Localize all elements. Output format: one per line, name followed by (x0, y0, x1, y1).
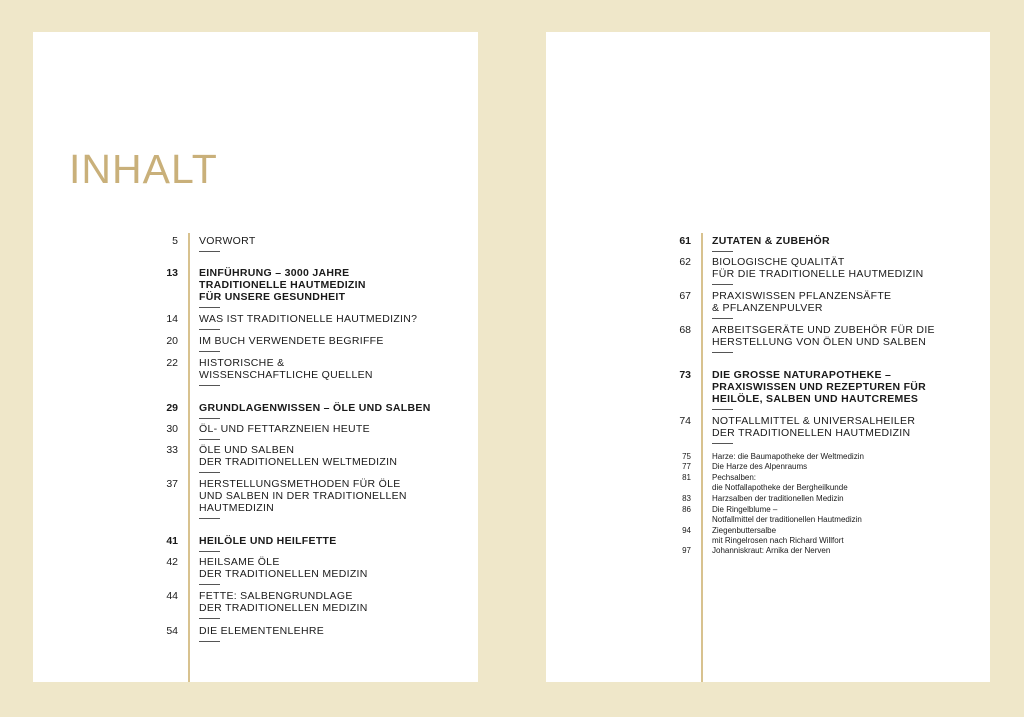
toc-entry-underline (712, 251, 733, 252)
toc-entry-title: ÖL- UND FETTARZNEIEN HEUTE (199, 423, 370, 435)
toc-entry-underline (199, 618, 220, 619)
toc-entry-underline (199, 251, 220, 252)
toc-page-number: 14 (166, 313, 178, 325)
toc-entry-title: HISTORISCHE & WISSENSCHAFTLICHE QUELLEN (199, 357, 373, 381)
toc-entry-underline (199, 439, 220, 440)
page-title: INHALT (69, 146, 218, 192)
toc-page-number: 86 (682, 505, 691, 514)
toc-entry-underline (199, 641, 220, 642)
toc-entry-title: HEILSAME ÖLE DER TRADITIONELLEN MEDIZIN (199, 556, 368, 580)
toc-entry-title: GRUNDLAGENWISSEN – ÖLE UND SALBEN (199, 402, 431, 414)
toc-entry-underline (199, 584, 220, 585)
toc-divider-line (188, 233, 190, 682)
toc-entry-title: HERSTELLUNGSMETHODEN FÜR ÖLE UND SALBEN IN DER TRADITIONELLEN HAUTMEDIZIN (199, 478, 407, 514)
toc-page-number: 68 (679, 324, 691, 336)
left-page (33, 32, 478, 682)
toc-entry-title: Harzsalben der traditionellen Medizin (712, 494, 844, 503)
toc-page-number: 41 (166, 535, 178, 547)
right-page (546, 32, 990, 682)
toc-page-number: 97 (682, 546, 691, 555)
toc-page-number: 94 (682, 526, 691, 535)
toc-entry-underline (199, 307, 220, 308)
toc-page-number: 62 (679, 256, 691, 268)
toc-entry-title: DIE ELEMENTENLEHRE (199, 625, 325, 637)
toc-page-number: 22 (166, 357, 178, 369)
toc-entry-underline (712, 352, 733, 353)
toc-entry-underline (199, 351, 220, 352)
toc-entry-underline (712, 409, 733, 410)
toc-page-number: 54 (166, 625, 178, 637)
toc-entry-title: Die Harze des Alpenraums (712, 462, 808, 471)
toc-page-number: 13 (166, 267, 178, 279)
toc-page-number: 77 (682, 462, 691, 471)
toc-entry-title: VORWORT (199, 235, 256, 247)
toc-entry-underline (199, 551, 220, 552)
toc-entry-title: IM BUCH VERWENDETE BEGRIFFE (199, 335, 384, 347)
toc-entry-title: PRAXISWISSEN PFLANZENSÄFTE & PFLANZENPULVER (712, 290, 892, 314)
toc-page-number: 67 (679, 290, 691, 302)
toc-entry-underline (199, 329, 220, 330)
toc-page-number: 37 (166, 478, 178, 490)
toc-page-number: 73 (679, 369, 691, 381)
toc-entry-underline (712, 318, 733, 319)
toc-page-number: 30 (166, 423, 178, 435)
toc-page-number: 74 (679, 415, 691, 427)
toc-entry-title: FETTE: SALBENGRUNDLAGE DER TRADITIONELLEN MEDIZIN (199, 590, 368, 614)
toc-page-number: 33 (166, 444, 178, 456)
toc-entry-underline (199, 418, 220, 419)
toc-page-number: 75 (682, 452, 691, 461)
toc-page-number: 42 (166, 556, 178, 568)
toc-page-number: 44 (166, 590, 178, 602)
toc-entry-title: Die Ringelblume – Notfallmittel der traditionellen Hautmedizin (712, 505, 862, 524)
toc-entry-title: WAS IST TRADITIONELLE HAUTMEDIZIN? (199, 313, 418, 325)
toc-page-number: 81 (682, 473, 691, 482)
toc-divider-line (701, 233, 703, 682)
toc-page-number: 5 (172, 235, 178, 247)
toc-entry-title: NOTFALLMITTEL & UNIVERSALHEILER DER TRADITIONELLEN HAUTMEDIZIN (712, 415, 916, 439)
toc-entry-title: EINFÜHRUNG – 3000 JAHRE TRADITIONELLE HAUTMEDIZIN FÜR UNSERE GESUNDHEIT (199, 267, 366, 303)
toc-entry-title: DIE GROSSE NATURAPOTHEKE – PRAXISWISSEN UND REZEPTUREN FÜR HEILÖLE, SALBEN UND HAUTCREMES (712, 369, 927, 405)
toc-entry-title: Johanniskraut: Arnika der Nerven (712, 546, 831, 555)
toc-page-number: 29 (166, 402, 178, 414)
toc-entry-underline (712, 443, 733, 444)
toc-entry-title: Ziegenbuttersalbe mit Ringelrosen nach Richard Willfort (712, 526, 844, 545)
toc-entry-title: Pechsalben: die Notfallapotheke der Bergheilkunde (712, 473, 848, 492)
toc-entry-underline (712, 284, 733, 285)
toc-entry-title: ZUTATEN & ZUBEHÖR (712, 235, 830, 247)
toc-page-number: 20 (166, 335, 178, 347)
toc-entry-title: HEILÖLE UND HEILFETTE (199, 535, 337, 547)
toc-entry-title: ARBEITSGERÄTE UND ZUBEHÖR FÜR DIE HERSTELLUNG VON ÖLEN UND SALBEN (712, 324, 935, 348)
toc-entry-underline (199, 385, 220, 386)
toc-entry-title: Harze: die Baumapotheke der Weltmedizin (712, 452, 864, 461)
toc-entry-title: BIOLOGISCHE QUALITÄT FÜR DIE TRADITIONELLE HAUTMEDIZIN (712, 256, 924, 280)
toc-entry-underline (199, 472, 220, 473)
toc-page-number: 83 (682, 494, 691, 503)
toc-entry-title: ÖLE UND SALBEN DER TRADITIONELLEN WELTMEDIZIN (199, 444, 398, 468)
toc-page-number: 61 (679, 235, 691, 247)
toc-entry-underline (199, 518, 220, 519)
